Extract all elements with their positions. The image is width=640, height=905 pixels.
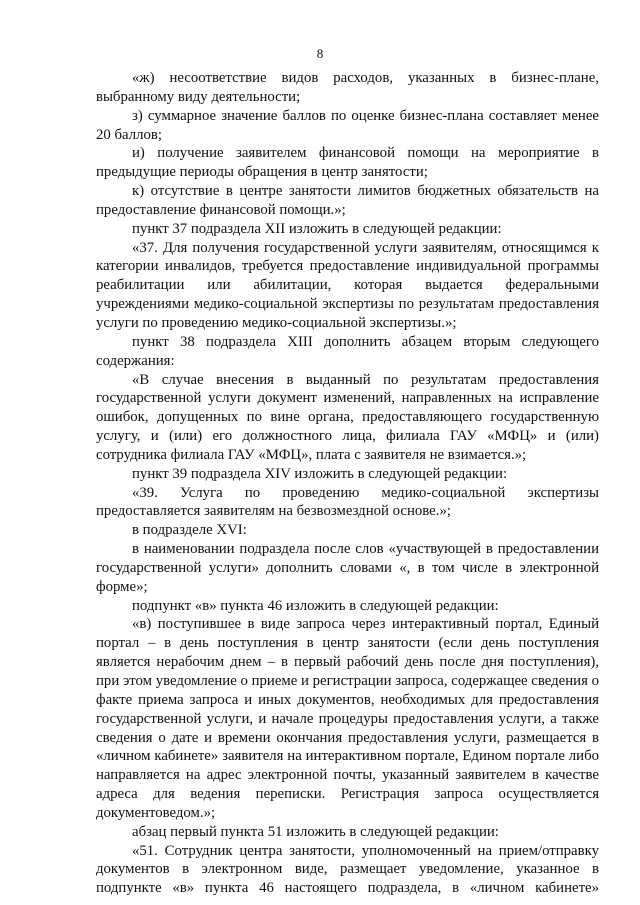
- paragraph: абзац первый пункта 51 изложить в следующей редакции:: [132, 823, 499, 840]
- paragraph: пункт 38 подраздела XIII дополнить абзацем вторым следующего содержания:: [96, 333, 599, 369]
- document-body: [96, 69, 599, 898]
- paragraph: в подразделе XVI:: [132, 522, 247, 539]
- paragraph: «В случае внесения в выданный по результатам предоставления государственной услуги документ изменений, направленных на исправление ошибок, допущенных по вине органа, предоставляющего государственную услугу, и (или) его должностного лица, филиала ГАУ «МФЦ» и (или) сотрудника филиала ГАУ «МФЦ», плата с заявителя не взимается.»;: [96, 371, 599, 463]
- paragraph: «37. Для получения государственной услуги заявителям, относящимся к категории инвалидов, требуется предоставление индивидуальной программы реабилитации или абилитации, которая выдается федеральными учреждениями медико-социальной экспертизы по результатам предоставления услуги по проведению медико-социальной экспертизы.»;: [96, 239, 599, 331]
- paragraph: и) получение заявителем финансовой помощи на мероприятие в предыдущие периоды обращения в центр занятости;: [96, 145, 599, 181]
- page-number: 8: [316, 46, 324, 61]
- paragraph: «ж) несоответствие видов расходов, указанных в бизнес-плане, выбранному виду деятельности;: [96, 70, 599, 105]
- paragraph: пункт 39 подраздела XIV изложить в следующей редакции:: [132, 465, 508, 482]
- paragraph: к) отсутствие в центре занятости лимитов бюджетных обязательств на предоставление финансовой помощи.»;: [96, 183, 599, 218]
- paragraph: в наименовании подраздела после слов «участвующей в предоставлении государственной услуги» дополнить словами «, в том числе в электронной форме»;: [96, 541, 599, 595]
- paragraph: «в) поступившее в виде запроса через интерактивный портал, Единый портал – в день поступления в центр занятости (если день поступления является нерабочим днем – в первый рабочий день после дня поступления), при этом уведомление о приеме и регистрации запроса, содержащее сведения о факте приема запроса и иных документов, необходимых для предоставления государственной услуги, и начале процедуры предоставления услуги, а также сведения о дате и времени окончания предоставления услуги, размещается в «личном кабинете» заявителя на интерактивном портале, Едином портале либо направляется на адрес электронной почты, указанный заявителем в качестве адреса для ведения переписки. Регистрация запроса осуществляется документоведом.»;: [96, 616, 599, 821]
- paragraph: «39. Услуга по проведению медико-социальной экспертизы предоставляется заявителям на безвозмездной основе.»;: [96, 484, 599, 520]
- paragraph: подпункт «в» пункта 46 изложить в следующей редакции:: [132, 597, 499, 614]
- paragraph: «51. Сотрудник центра занятости, уполномоченный на прием/отправку документов в электронном виде, размещает уведомление, указанное в подпункте «в» пункта 46 настоящего подраздела, в «личном кабинете»: [96, 842, 599, 897]
- paragraph: з) суммарное значение баллов по оценке бизнес-плана составляет менее 20 баллов;: [96, 107, 599, 143]
- paragraph: пункт 37 подраздела XII изложить в следующей редакции:: [132, 220, 502, 237]
